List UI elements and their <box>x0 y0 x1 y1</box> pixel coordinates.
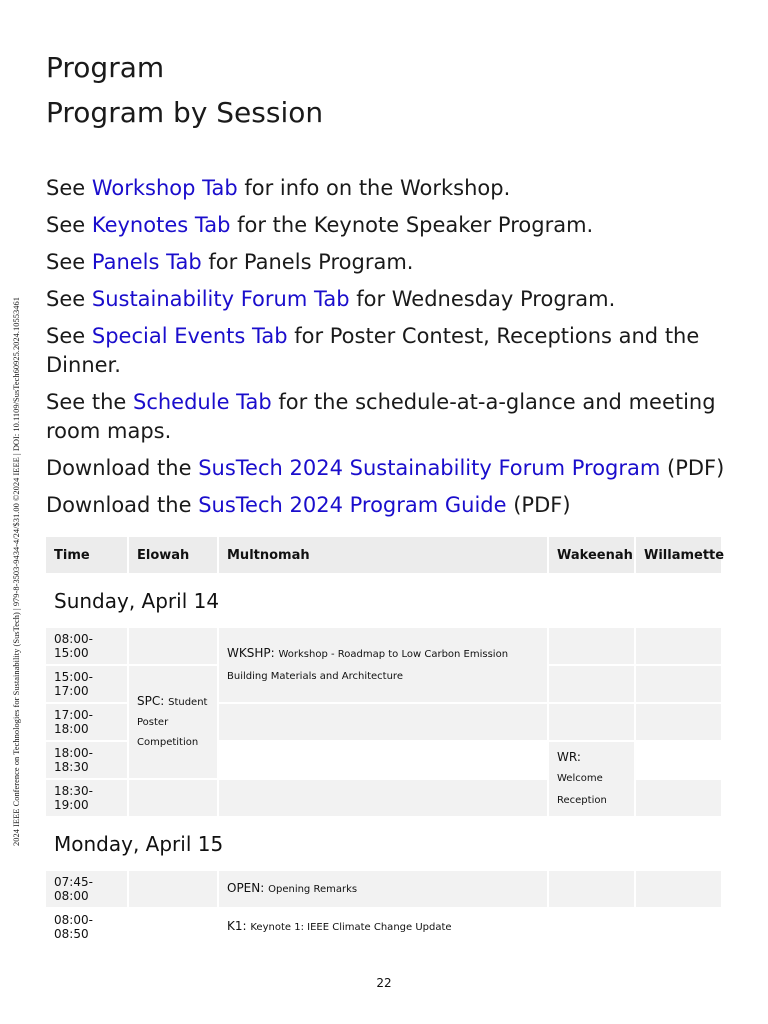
table-row <box>46 908 722 946</box>
sustainability-forum-tab-link[interactable]: Sustainability Forum Tab <box>91 287 350 311</box>
empty-cell <box>548 908 635 946</box>
empty-cell <box>635 665 722 703</box>
link-line <box>46 454 736 483</box>
forum-program-pdf-link[interactable]: SusTech 2024 Sustainability Forum Program <box>198 456 661 480</box>
empty-cell <box>548 665 635 703</box>
link-line <box>46 174 736 203</box>
column-header-willamette: Willamette <box>635 537 722 574</box>
event-code: K1: <box>227 919 251 933</box>
day-label-sunday: Sunday, April 14 <box>46 574 722 627</box>
page-subtitle: Program by Session <box>46 96 324 129</box>
panels-tab-link[interactable]: Panels Tab <box>91 250 202 274</box>
event-code: WKSHP: <box>227 646 279 660</box>
link-line-suffix: (PDF) <box>660 456 725 480</box>
empty-cell <box>128 779 218 817</box>
link-line-prefix: See <box>46 176 92 200</box>
day-row <box>46 574 722 627</box>
empty-cell <box>635 779 722 817</box>
link-line-prefix: Download the <box>46 493 199 517</box>
time-cell: 17:00-18:00 <box>46 703 128 741</box>
program-links <box>46 174 736 528</box>
link-line-prefix: See <box>46 250 92 274</box>
table-header-row <box>46 537 722 574</box>
time-cell: 15:00-17:00 <box>46 665 128 703</box>
event-code: WR: <box>557 750 581 764</box>
empty-cell <box>128 627 218 665</box>
event-cell-open[interactable] <box>218 870 548 908</box>
column-header-multnomah: Multnomah <box>218 537 548 574</box>
publication-side-note: 2024 IEEE Conference on Technologies for Sustainability (SusTech) | 979-8-3503-9434-4/24/$31.00 ©2024 IEEE | DOI: 10.1109/SusTech60925.2024.10553461 <box>12 297 21 846</box>
time-cell: 07:45-08:00 <box>46 870 128 908</box>
column-header-wakeenah: Wakeenah <box>548 537 635 574</box>
link-line-suffix: for Wednesday Program. <box>349 287 616 311</box>
empty-cell <box>635 703 722 741</box>
link-line-prefix: Download the <box>46 456 199 480</box>
empty-cell <box>218 703 548 741</box>
event-cell-k1[interactable] <box>218 908 548 946</box>
event-title: Opening Remarks <box>268 884 358 895</box>
empty-cell <box>128 870 218 908</box>
empty-cell <box>548 703 635 741</box>
time-cell: 08:00-08:50 <box>46 908 128 946</box>
column-header-elowah: Elowah <box>128 537 218 574</box>
link-line-suffix: for info on the Workshop. <box>237 176 511 200</box>
link-line <box>46 211 736 240</box>
page-number: 22 <box>376 976 392 990</box>
event-cell-wr[interactable] <box>548 741 635 817</box>
schedule-table <box>46 537 723 947</box>
program-guide-pdf-link[interactable]: SusTech 2024 Program Guide <box>198 493 507 517</box>
page-title: Program <box>46 51 165 84</box>
empty-cell <box>218 741 548 779</box>
event-title: Welcome Reception <box>557 773 607 806</box>
empty-cell <box>218 779 548 817</box>
link-line-suffix: for the schedule-at-a-glance and meeting room maps. <box>46 390 716 443</box>
link-line-prefix: See <box>46 213 92 237</box>
link-line <box>46 491 736 520</box>
time-cell: 18:00-18:30 <box>46 741 128 779</box>
link-line-suffix: for Poster Contest, Receptions and the Dinner. <box>46 324 700 377</box>
schedule-tab-link[interactable]: Schedule Tab <box>132 390 272 414</box>
link-line-suffix: for the Keynote Speaker Program. <box>230 213 594 237</box>
event-cell-wkshp[interactable] <box>218 627 548 703</box>
event-code: OPEN: <box>227 881 269 895</box>
event-code: SPC: <box>137 694 169 708</box>
day-label-monday: Monday, April 15 <box>46 817 722 870</box>
empty-cell <box>635 741 722 779</box>
table-row <box>46 627 722 665</box>
link-line <box>46 322 736 380</box>
link-line-suffix: (PDF) <box>506 493 571 517</box>
time-cell: 08:00-15:00 <box>46 627 128 665</box>
workshop-tab-link[interactable]: Workshop Tab <box>91 176 238 200</box>
event-title: Student Poster Competition <box>137 697 208 748</box>
empty-cell <box>635 908 722 946</box>
empty-cell <box>635 627 722 665</box>
table-row <box>46 870 722 908</box>
link-line-suffix: for Panels Program. <box>201 250 414 274</box>
special-events-tab-link[interactable]: Special Events Tab <box>91 324 288 348</box>
link-line-prefix: See the <box>46 390 133 414</box>
empty-cell <box>635 870 722 908</box>
link-line <box>46 388 736 446</box>
keynotes-tab-link[interactable]: Keynotes Tab <box>91 213 231 237</box>
day-row <box>46 817 722 870</box>
column-header-time: Time <box>46 537 128 574</box>
link-line <box>46 248 736 277</box>
link-line-prefix: See <box>46 287 92 311</box>
time-cell: 18:30-19:00 <box>46 779 128 817</box>
event-cell-spc[interactable] <box>128 665 218 779</box>
empty-cell <box>548 627 635 665</box>
event-title: Keynote 1: IEEE Climate Change Update <box>250 922 452 933</box>
empty-cell <box>128 908 218 946</box>
event-title: Workshop - Roadmap to Low Carbon Emission Building Materials and Architecture <box>227 649 509 682</box>
link-line-prefix: See <box>46 324 92 348</box>
empty-cell <box>548 870 635 908</box>
link-line <box>46 285 736 314</box>
